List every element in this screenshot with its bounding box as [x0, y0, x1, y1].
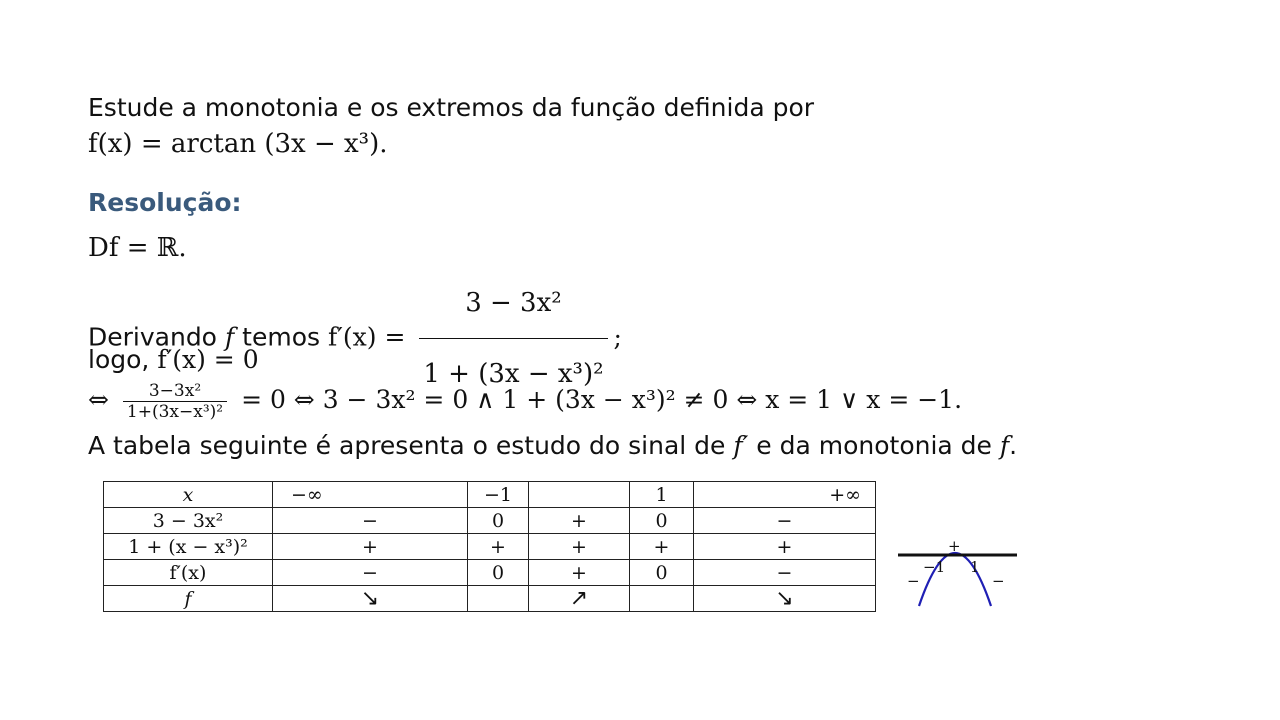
header-cell-minus-infinity: −∞ — [273, 482, 468, 508]
sign-table-header-row — [104, 482, 876, 508]
parabola-sketch — [895, 530, 1025, 610]
arrow-up-right-icon: ↗ — [569, 586, 589, 611]
domain-formula: Df = ℝ. — [88, 233, 187, 263]
equivalence-line — [88, 375, 962, 425]
arrow-down-right-icon: ↘ — [775, 586, 794, 611]
header-cell-plus-infinity: +∞ — [694, 482, 876, 508]
table-intro-end: . — [1009, 431, 1018, 460]
equivalence-numerator: 3−3x² — [123, 381, 227, 402]
table-cell: − — [694, 508, 876, 534]
derivative-numerator: 3 − 3x² — [419, 268, 607, 339]
equivalence-symbol: ⇔ — [88, 385, 109, 414]
table-intro-text-b: e da monotonia de — [756, 431, 992, 460]
table-cell: 0 — [468, 560, 529, 586]
header-cell-one: 1 — [630, 482, 694, 508]
derivative-f: f — [224, 322, 235, 352]
sketch-root-right-label: 1 — [970, 558, 980, 576]
logo-equation: f′(x) = 0 — [157, 345, 259, 374]
logo-text: logo, — [88, 345, 150, 374]
table-cell — [273, 586, 468, 612]
equivalence-rest: = 0 ⇔ 3 − 3x² = 0 ∧ 1 + (3x − x³)² ≠ 0 ⇔ x = 1 ∨ x = −1. — [241, 385, 963, 414]
table-cell: + — [468, 534, 529, 560]
sign-table-row — [104, 560, 876, 586]
sign-table-row — [104, 586, 876, 612]
table-cell: − — [273, 560, 468, 586]
table-cell — [694, 586, 876, 612]
table-cell: − — [273, 508, 468, 534]
statement-text: Estude a monotonia e os extremos da função definida por — [88, 93, 815, 122]
function-definition — [88, 128, 388, 160]
table-cell: + — [529, 508, 630, 534]
resolution-heading: Resolução: — [88, 188, 242, 217]
row-label: f′(x) — [104, 560, 273, 586]
header-cell-minus-one: −1 — [468, 482, 529, 508]
equivalence-fraction — [123, 381, 227, 422]
table-cell: + — [273, 534, 468, 560]
sketch-root-left-label: −1 — [923, 558, 946, 576]
table-cell: 0 — [468, 508, 529, 534]
table-cell: − — [694, 560, 876, 586]
sign-table-row — [104, 508, 876, 534]
arrow-down-right-icon: ↘ — [360, 586, 380, 611]
row-label: 3 − 3x² — [104, 508, 273, 534]
table-cell: 0 — [630, 560, 694, 586]
table-intro-fprime: f′ — [733, 431, 749, 460]
table-cell: 0 — [630, 508, 694, 534]
row-label: f — [104, 586, 273, 612]
equivalence-denominator: 1+(3x−x³)² — [126, 402, 224, 422]
table-intro-f: f — [999, 431, 1010, 460]
table-intro — [88, 430, 1017, 462]
sketch-plus-label: + — [948, 537, 961, 555]
table-cell: + — [529, 560, 630, 586]
derivative-temos: temos — [242, 322, 321, 352]
sketch-minus-left-label: − — [907, 572, 920, 590]
derivative-end: ; — [613, 322, 622, 352]
table-cell: + — [694, 534, 876, 560]
function-formula: f(x) = arctan (3x − x³). — [88, 129, 388, 159]
domain-line — [88, 232, 187, 264]
header-cell-empty — [529, 482, 630, 508]
row-label: 1 + (x − x³)² — [104, 534, 273, 560]
sign-table-row — [104, 534, 876, 560]
derivative-denominator: 1 + (3x − x³)² — [423, 359, 604, 389]
table-cell — [630, 586, 694, 612]
table-cell: + — [630, 534, 694, 560]
sign-table — [103, 481, 876, 612]
derivative-intro: Derivando — [88, 322, 217, 352]
sketch-minus-right-label: − — [992, 572, 1005, 590]
logo-line — [88, 344, 259, 376]
table-cell — [468, 586, 529, 612]
table-cell: + — [529, 534, 630, 560]
derivative-lhs: f′(x) = — [327, 322, 406, 352]
header-cell-x: x — [104, 482, 273, 508]
statement-line — [88, 92, 814, 124]
table-intro-text-a: A tabela seguinte é apresenta o estudo do sinal de — [88, 431, 726, 460]
table-cell — [529, 586, 630, 612]
